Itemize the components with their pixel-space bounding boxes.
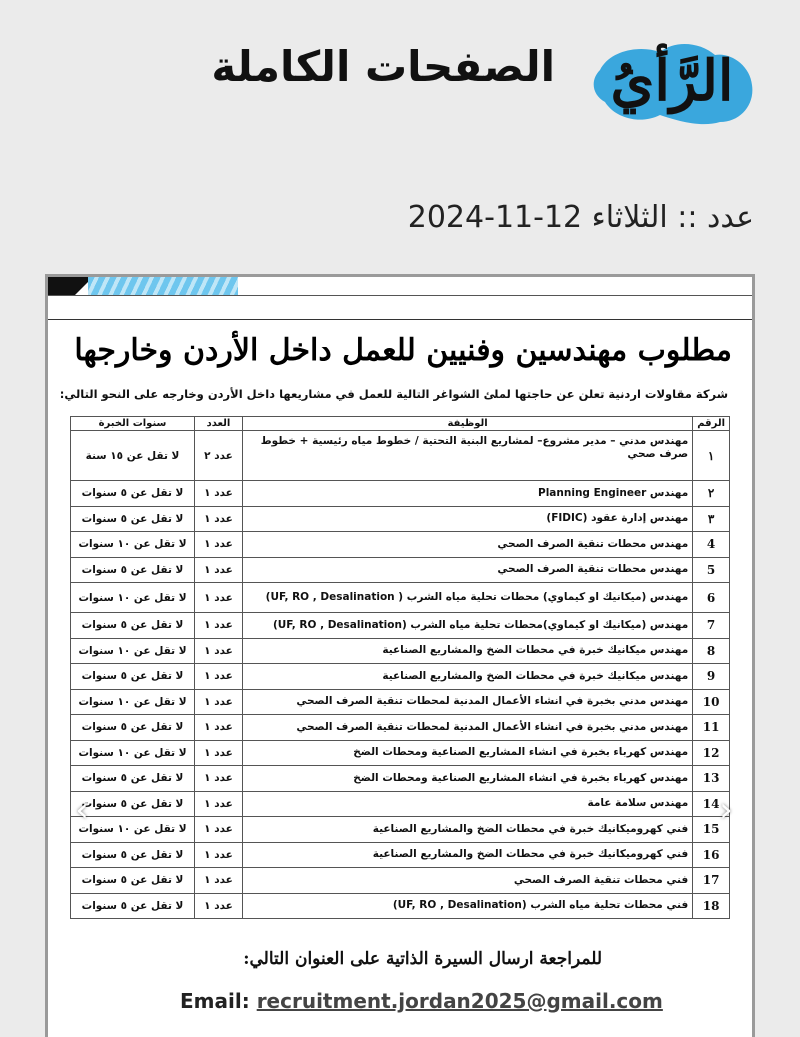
row-count: عدد ١ (195, 557, 243, 583)
row-job: مهندس محطات تنقية الصرف الصحي (243, 532, 693, 558)
row-job: مهندس ميكانيك خبرة في محطات الضخ والمشاريع الصناعية (243, 664, 693, 690)
row-count: عدد ١ (195, 664, 243, 690)
chevron-left-icon[interactable]: ‹ (75, 790, 89, 830)
chevron-right-icon[interactable]: › (719, 790, 733, 830)
table-row (71, 689, 730, 715)
row-job: مهندس مدني – مدير مشروع– لمشاريع البنية التحتية / خطوط مياه رئيسية + خطوط صرف صحي (243, 431, 693, 481)
row-num: 8 (693, 638, 730, 664)
row-job: فني كهروميكانيك خبرة في محطات الضخ والمشاريع الصناعية (243, 817, 693, 843)
row-count: عدد ١ (195, 613, 243, 639)
ad-footer: للمراجعة ارسال السيرة الذاتية على العنوان التالي: (243, 949, 602, 969)
row-num: 14 (693, 791, 730, 817)
row-experience: لا تقل عن ٥ سنوات (71, 715, 195, 741)
row-num: 13 (693, 766, 730, 792)
ad-page (45, 274, 755, 1037)
row-count: عدد ١ (195, 506, 243, 532)
row-job: مهندس سلامة عامة (243, 791, 693, 817)
row-num: 5 (693, 557, 730, 583)
ad-heading: مطلوب مهندسين وفنيين للعمل داخل الأردن وخارجها (74, 333, 732, 368)
row-experience: لا تقل عن ٥ سنوات (71, 893, 195, 919)
table-row (71, 431, 730, 481)
row-count: عدد ١ (195, 583, 243, 613)
table-row (71, 506, 730, 532)
row-num: ٢ (693, 481, 730, 507)
row-count: عدد ١ (195, 842, 243, 868)
divider (48, 319, 752, 320)
row-experience: لا تقل عن ٥ سنوات (71, 613, 195, 639)
row-job: فني محطات تنقية الصرف الصحي (243, 868, 693, 894)
table-header-row (71, 417, 730, 431)
row-num: 10 (693, 689, 730, 715)
divider (48, 295, 752, 296)
table-row (71, 664, 730, 690)
row-count: عدد ١ (195, 715, 243, 741)
row-experience: لا تقل عن ٥ سنوات (71, 868, 195, 894)
row-count: عدد ١ (195, 766, 243, 792)
row-experience: لا تقل عن ٥ سنوات (71, 481, 195, 507)
row-experience: لا تقل عن ١٥ سنة (71, 431, 195, 481)
row-num: 4 (693, 532, 730, 558)
row-experience: لا تقل عن ٥ سنوات (71, 842, 195, 868)
header-experience: سنوات الخبرة (71, 417, 195, 431)
table-row (71, 766, 730, 792)
row-experience: لا تقل عن ٥ سنوات (71, 791, 195, 817)
row-experience: لا تقل عن ١٠ سنوات (71, 532, 195, 558)
row-num: 16 (693, 842, 730, 868)
row-experience: لا تقل عن ١٠ سنوات (71, 583, 195, 613)
row-count: عدد ١ (195, 868, 243, 894)
row-num: 7 (693, 613, 730, 639)
issue-date: عدد :: الثلاثاء 12-11-2024 (407, 200, 754, 235)
row-experience: لا تقل عن ١٠ سنوات (71, 740, 195, 766)
row-count: عدد ١ (195, 481, 243, 507)
row-experience: لا تقل عن ١٠ سنوات (71, 638, 195, 664)
table-row (71, 893, 730, 919)
email-line (180, 989, 663, 1013)
table-row (71, 532, 730, 558)
table-row (71, 715, 730, 741)
jobs-table (70, 416, 730, 919)
row-job: مهندس إدارة عقود (FIDIC) (243, 506, 693, 532)
row-count: عدد ١ (195, 638, 243, 664)
row-job: مهندس ميكانيك خبرة في محطات الضخ والمشاريع الصناعية (243, 638, 693, 664)
row-num: 9 (693, 664, 730, 690)
row-job: مهندس مدني بخبرة في انشاء الأعمال المدنية لمحطات تنقية الصرف الصحي (243, 689, 693, 715)
row-experience: لا تقل عن ١٠ سنوات (71, 817, 195, 843)
header (0, 30, 800, 140)
row-experience: لا تقل عن ٥ سنوات (71, 506, 195, 532)
table-row (71, 868, 730, 894)
row-job: مهندس (ميكانيك او كيماوي)محطات تحلية مياه الشرب (UF, RO , Desalination) (243, 613, 693, 639)
row-count: عدد ١ (195, 893, 243, 919)
row-job: مهندس Planning Engineer (243, 481, 693, 507)
email-label: Email: (180, 989, 250, 1013)
row-job: مهندس مدني بخبرة في انشاء الأعمال المدنية لمحطات تنقية الصرف الصحي (243, 715, 693, 741)
section-title: الصفحات الكاملة (211, 42, 555, 91)
row-count: عدد ١ (195, 791, 243, 817)
row-experience: لا تقل عن ٥ سنوات (71, 664, 195, 690)
table-row (71, 583, 730, 613)
row-job: مهندس (ميكانيك او كيماوي) محطات تحلية مياه الشرب ( UF, RO , Desalination) (243, 583, 693, 613)
row-num: 6 (693, 583, 730, 613)
row-num: ٣ (693, 506, 730, 532)
table-row (71, 481, 730, 507)
ad-intro: شركة مقاولات اردنية تعلن عن حاجتها لملئ الشواغر التالية للعمل في مشاريعها داخل الأردن وخارجه على النحو التالي: (59, 387, 728, 401)
row-num: ١ (693, 431, 730, 481)
row-job: مهندس كهرباء بخبرة في انشاء المشاريع الصناعية ومحطات الضخ (243, 766, 693, 792)
row-count: عدد ٢ (195, 431, 243, 481)
alrai-logo[interactable] (580, 30, 760, 130)
table-row (71, 557, 730, 583)
header-num: الرقم (693, 417, 730, 431)
table-row (71, 817, 730, 843)
table-row (71, 613, 730, 639)
row-num: 18 (693, 893, 730, 919)
row-num: 11 (693, 715, 730, 741)
header-job: الوظيفة (243, 417, 693, 431)
logo-text: الرَّأيُ (610, 48, 734, 114)
row-job: مهندس محطات تنقية الصرف الصحي (243, 557, 693, 583)
row-num: 12 (693, 740, 730, 766)
row-count: عدد ١ (195, 689, 243, 715)
table-row (71, 791, 730, 817)
row-experience: لا تقل عن ١٠ سنوات (71, 689, 195, 715)
email-link[interactable]: recruitment.jordan2025@gmail.com (256, 989, 663, 1013)
ad-top-strip (48, 277, 752, 295)
row-experience: لا تقل عن ٥ سنوات (71, 557, 195, 583)
row-job: فني محطات تحلية مياه الشرب (UF, RO , Desalination) (243, 893, 693, 919)
row-experience: لا تقل عن ٥ سنوات (71, 766, 195, 792)
row-job: مهندس كهرباء بخبرة في انشاء المشاريع الصناعية ومحطات الضخ (243, 740, 693, 766)
row-num: 17 (693, 868, 730, 894)
table-row (71, 638, 730, 664)
header-count: العدد (195, 417, 243, 431)
table-row (71, 842, 730, 868)
row-job: فني كهروميكانيك خبرة في محطات الضخ والمشاريع الصناعية (243, 842, 693, 868)
row-num: 15 (693, 817, 730, 843)
row-count: عدد ١ (195, 740, 243, 766)
table-row (71, 740, 730, 766)
row-count: عدد ١ (195, 532, 243, 558)
row-count: عدد ١ (195, 817, 243, 843)
